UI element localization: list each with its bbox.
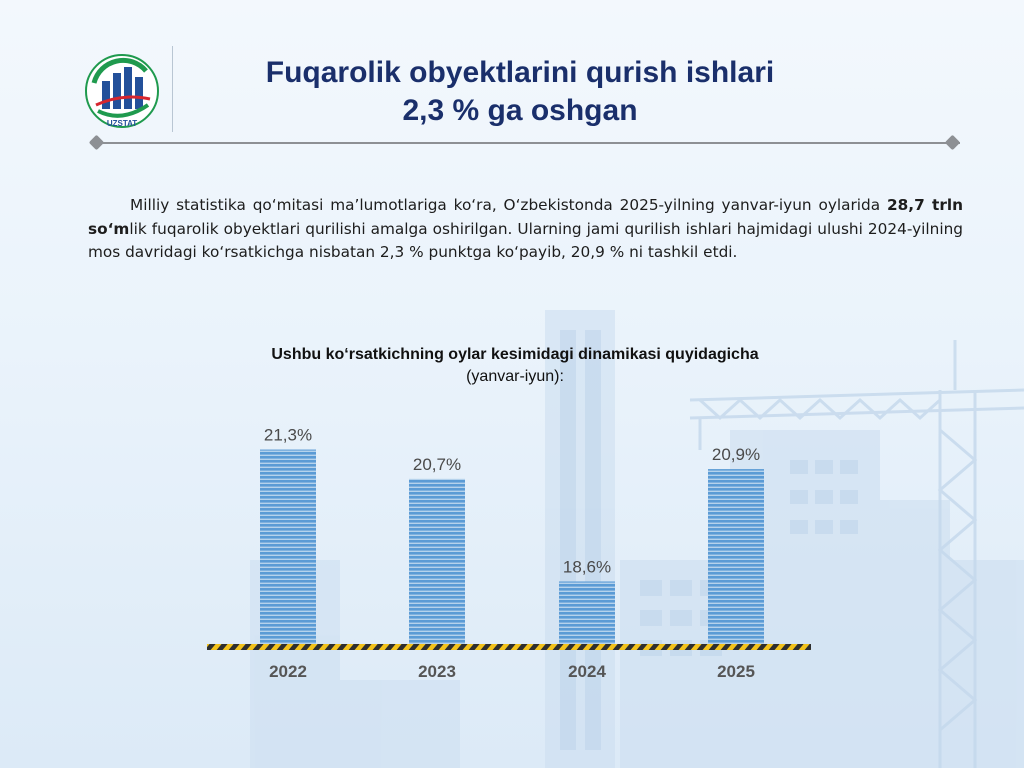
chart-baseline	[207, 644, 811, 650]
bar-2025	[708, 469, 764, 645]
value-label-2022: 21,3%	[263, 425, 313, 445]
intro-text-part1: Milliy statistika qo‘mitasi ma’lumotlariga ko‘ra, O‘zbekistonda 2025-yilning yanvar-iyun oylarida	[130, 196, 887, 214]
title-line-1: Fuqarolik obyektlarini qurish ishlari	[265, 56, 775, 89]
value-label-2025: 20,9%	[711, 445, 761, 465]
chart-subtitle: (yanvar-iyun):	[466, 368, 564, 385]
category-label-2024: 2024	[568, 662, 606, 681]
intro-text-bold: 28,7 trln so‘m	[88, 196, 964, 238]
value-label-2024: 18,6%	[562, 557, 612, 577]
logo-text: UZSTAT	[106, 119, 138, 128]
category-label-2022: 2022	[269, 662, 307, 681]
bar-2022	[260, 450, 316, 645]
bar-2024	[559, 581, 615, 645]
title-line-2: 2,3 % ga oshgan	[402, 94, 638, 127]
category-label-2025: 2025	[717, 662, 755, 681]
bar-2023	[409, 479, 465, 645]
value-label-2023: 20,7%	[412, 454, 462, 474]
intro-text-part2: lik fuqarolik obyektlari qurilishi amalga oshirilgan. Ularning jami qurilish ishlari hajmidagi ulushi 2024-yilning mos davridagi ko‘rsatkichga nisbatan 2,3 % punktga ko‘payib, 20,9 % ni tashkil etdi.	[88, 219, 963, 261]
category-label-2023: 2023	[418, 662, 456, 681]
chart-title: Ushbu ko‘rsatkichning oylar kesimidagi dinamikasi quyidagicha	[271, 346, 759, 363]
